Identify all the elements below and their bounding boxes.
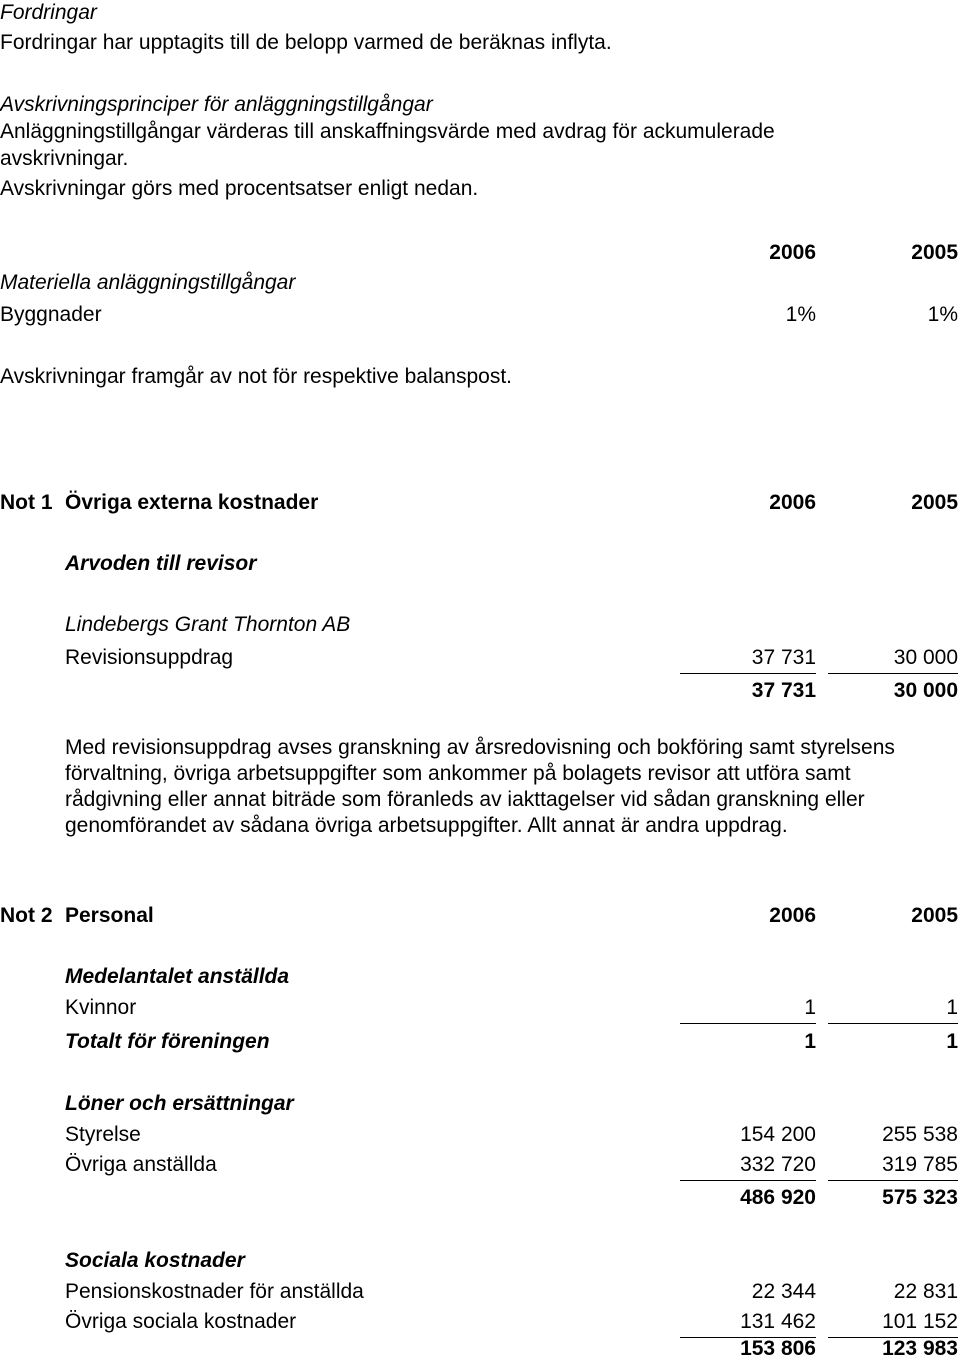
materiella-heading: Materiella anläggningstillgångar — [0, 271, 296, 294]
depreciation-text-2: avskrivningar. — [0, 147, 129, 170]
note1-subheading: Arvoden till revisor — [65, 552, 257, 575]
board-2005: 255 538 — [882, 1123, 958, 1146]
board-2006: 154 200 — [740, 1123, 816, 1146]
pension-label: Pensionskostnader för anställda — [65, 1280, 364, 1303]
note1-row-2006: 37 731 — [680, 645, 816, 674]
fordringar-heading: Fordringar — [0, 1, 97, 24]
note1-total-2006: 37 731 — [751, 679, 816, 702]
social-total-2005: 123 983 — [882, 1337, 958, 1360]
other-staff-label: Övriga anställda — [65, 1153, 217, 1176]
employees-total-2006: 1 — [804, 1030, 816, 1053]
other-social-label: Övriga sociala kostnader — [65, 1310, 297, 1333]
other-social-2006: 131 462 — [680, 1309, 816, 1338]
board-label: Styrelse — [65, 1123, 141, 1146]
note1-number: Not 1 — [0, 491, 53, 514]
note2-year-2: 2005 — [911, 904, 958, 927]
note1-total-2005: 30 000 — [893, 679, 958, 702]
other-social-2005: 101 152 — [828, 1309, 958, 1338]
pension-2006: 22 344 — [751, 1280, 816, 1303]
salaries-total-2006: 486 920 — [740, 1186, 816, 1209]
byggnader-label: Byggnader — [0, 303, 102, 326]
note1-row-label: Revisionsuppdrag — [65, 646, 234, 669]
salaries-total-2005: 575 323 — [882, 1186, 958, 1209]
depreciation-text-1: Anläggningstillgångar värderas till anskaffningsvärde med avdrag för ackumulerade — [0, 120, 775, 143]
note1-row-2005: 30 000 — [828, 645, 958, 674]
note1-title: Övriga externa kostnader — [65, 491, 319, 514]
social-heading: Sociala kostnader — [65, 1249, 245, 1272]
employees-total-label: Totalt för föreningen — [65, 1030, 270, 1053]
employees-heading: Medelantalet anställda — [65, 965, 290, 988]
note1-auditor: Lindebergs Grant Thornton AB — [65, 613, 351, 636]
note2-title: Personal — [65, 904, 154, 927]
other-staff-2006: 332 720 — [680, 1152, 816, 1181]
women-2005: 1 — [828, 995, 958, 1024]
policy-footer-text: Avskrivningar framgår av not för respektive balanspost. — [0, 365, 513, 388]
note1-year-1: 2006 — [769, 491, 816, 514]
note2-number: Not 2 — [0, 904, 53, 927]
social-total-2006: 153 806 — [740, 1337, 816, 1360]
pension-2005: 22 831 — [893, 1280, 958, 1303]
fordringar-text: Fordringar har upptagits till de belopp varmed de beräknas inflyta. — [0, 31, 612, 54]
other-staff-2005: 319 785 — [828, 1152, 958, 1181]
note2-year-1: 2006 — [769, 904, 816, 927]
women-2006: 1 — [680, 995, 816, 1024]
women-label: Kvinnor — [65, 996, 137, 1019]
employees-total-2005: 1 — [946, 1030, 958, 1053]
depreciation-heading: Avskrivningsprinciper för anläggningstillgångar — [0, 93, 433, 116]
note1-year-2: 2005 — [911, 491, 958, 514]
policy-year-1: 2006 — [769, 241, 816, 264]
note1-explanation: Med revisionsuppdrag avses granskning av årsredovisning och bokföring samt styrelsens förvaltning, övriga arbetsuppgifter som ankommer på bolagets revisor att utföra samt rådgivning eller annat biträde som föranleds av iakttagelser vid sådan granskning eller genomförandet av sådana övriga arbetsuppgifter. Allt annat är andra uppdrag. — [65, 736, 895, 837]
byggnader-2006: 1% — [785, 303, 816, 326]
byggnader-2005: 1% — [927, 303, 958, 326]
salaries-heading: Löner och ersättningar — [65, 1092, 294, 1115]
policy-year-2: 2005 — [911, 241, 958, 264]
depreciation-text-3: Avskrivningar görs med procentsatser enligt nedan. — [0, 177, 479, 200]
